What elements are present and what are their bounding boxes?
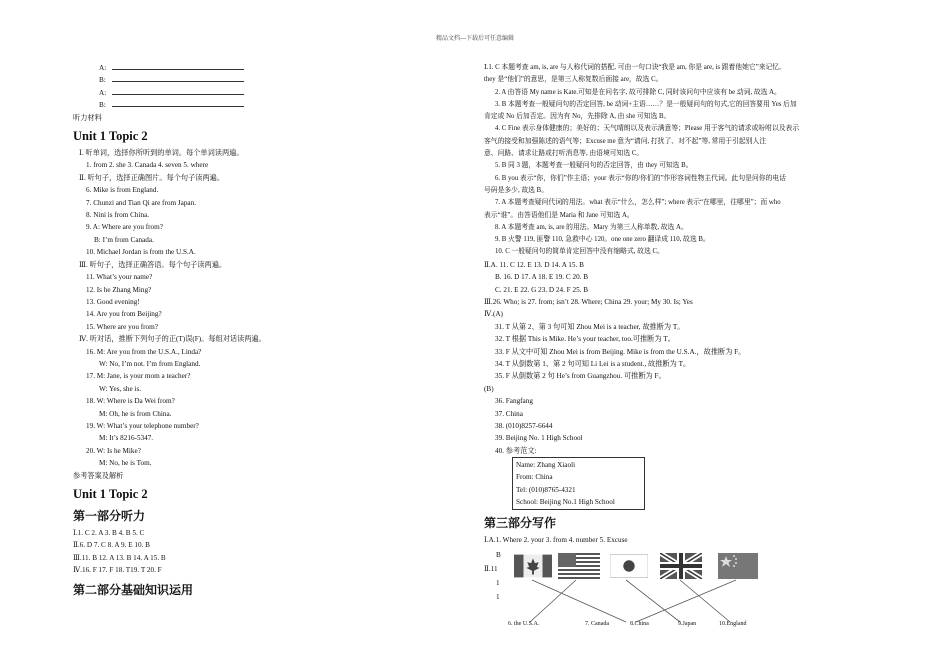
flag-label: 9.Japan [678,621,697,627]
answers-label: 参考答案及解析 [73,471,124,480]
explanation-line: 7. A 本题考查疑问代词的用法。what 表示“什么，怎么样”; where 表示“在哪里，往哪里”；而 who [495,199,781,207]
list-item: 37. China [495,409,523,418]
list-item: 14. Are you from Beijing? [86,310,162,319]
list-item: 33. F 从文中可知 Zhou Mei is from Beijing. Mike is from the U.S.A.，故推断为 F。 [495,347,746,356]
canada-flag-icon [514,554,552,578]
unit-title: Unit 1 Topic 2 [73,487,148,501]
part-title: 第三部分写作 [484,516,557,531]
section-heading: Ⅱ. 听句子，选择正确图片。每个句子读两遍。 [79,173,225,182]
explanation-continuation: 肯定或 No 后加否定。因为有 No，先排除 A, 由 she 可知选 B。 [484,113,671,121]
list-item: B: I’m from Canada. [94,235,154,244]
essay-line: School: Beijing No.1 High School [516,497,615,506]
answer-row: Ⅱ.6. D 7. C 8. A 9. E 10. B [73,541,150,550]
answer-row: Ⅳ.16. F 17. F 18. T19. T 20. F [73,566,162,575]
list-item: 35. F 从倒数第 2 句 He’s from Guangzhou. 可推断为 F。 [495,372,666,381]
uk-flag-icon [660,553,702,579]
partial-text: B [496,551,501,559]
answer-row: Ⅰ.A.1. Where 2. your 3. from 4. number 5. Excuse [484,536,628,545]
right-column [484,62,884,546]
dialog-line: M: No, he is Tom. [99,459,152,468]
dialog-blank-line: A: [73,87,433,99]
essay-line: From: China [516,473,553,482]
matching-line [636,580,736,622]
section-label: (B) [484,384,494,393]
explanation-line: Ⅰ.1. C 本题考查 am, is, are 与人称代词的搭配, 可由一句口诀“我是 am, 你是 are, is 跟着他她它”来记忆, [484,64,781,71]
dialog-line: 18. W: Where is Da Wei from? [86,397,175,406]
list-item: 11. What’s your name? [86,273,153,282]
list-item: 39. Beijing No. 1 High School [495,434,583,443]
dialog-blank-line: B: [73,99,433,111]
listening-material-label: 听力材料 [73,113,102,122]
answer-row: Ⅲ.11. B 12. A 13. B 14. A 15. B [73,553,166,562]
list-item: 6. Mike is from England. [86,186,159,195]
list-item: 36. Fangfang [495,397,533,406]
list-item: 15. Where are you from? [86,322,158,331]
explanation-continuation: 客气的接受和加强陈述的语气等；Excuse me 意为“请问, 打扰了、对不起”等, 常用于引起别人注 [484,137,767,145]
answer-row: Ⅲ.26. Who; is 27. from; isn’t 28. Where; China 29. your; My 30. Is; Yes [484,297,693,306]
section-heading: Ⅲ. 听句子，选择正确答语。每个句子读两遍。 [79,260,227,269]
part-title: 第二部分基础知识运用 [73,582,194,597]
explanation-line: 6. B you 表示“你，你们”作主语；your 表示“你的/你们的”作形容词性物主代词。此句是问你的电话 [495,174,786,182]
explanation-line: 8. A 本题考查 am, is, are 的用法。Mary 为第三人称单数, 故选 A。 [495,223,688,231]
page-header: 精品文档---下载后可任意编辑 [436,36,514,42]
explanation-continuation: they 是“他们”的意思，是第三人称复数后面接 are，故选 C。 [484,76,663,84]
list-item: 12. Is he Zhang Ming? [86,285,152,294]
explanation-line: 3. B 本题考查一般疑问句的否定回答, be 动词+主语……？是一般疑问句的句式,它的回答要用 Yes 后加 [495,100,797,108]
unit-title: Unit 1 Topic 2 [73,129,148,144]
partial-text: 1 [496,579,500,587]
list-item: 34. T 从倒数第 1、第 2 句可知 Li Lei is a student., 故推断为 T。 [495,360,691,368]
matching-line [532,580,626,622]
answer-row: Ⅱ.A. 11. C 12. E 13. D 14. A 15. B [484,260,584,269]
dialog-blank-line: A: [73,62,433,74]
explanation-line: 4. C Fine 表示身体健康的；美好的；天气晴朗以及表示满意等；Please 用于客气的请求或吩咐以及表示 [495,125,800,133]
essay-line: Tel: (010)8765-4321 [516,485,576,494]
dialog-blank-line: B: [73,74,433,86]
dialog-line: M: Oh, he is from China. [99,409,172,418]
essay-label: 40. 参考范文: [495,446,537,455]
china-flag-icon [718,553,758,579]
explanation-continuation: 号码是多少, 故选 B。 [484,186,549,194]
section-heading: Ⅳ. 听对话，推断下列句子的正(T)误(F)。每组对话读两遍。 [79,335,266,344]
dialog-line: 19. W: What’s your telephone number? [86,421,199,430]
explanation-continuation: 意、问路、请求让路或打听消息等, 由语境可知选 C。 [484,150,644,158]
usa-flag-icon [558,553,600,579]
list-item: 7. Chunzi and Tian Qi are from Japan. [86,198,196,207]
list-item: 13. Good evening! [86,297,140,306]
flag-matching-figure [496,548,776,638]
dialog-line: W: No, I’m not. I’m from England. [99,359,201,368]
section-label: Ⅳ.(A) [484,310,503,319]
answer-row: Ⅰ.1. C 2. A 3. B 4. B 5. C [73,529,145,537]
dialog-line: M: It’s 8216-5347. [99,434,154,443]
explanation-line: 5. B 同 3 题，本题考查一般疑问句的否定回答，由 they 可知选 B。 [495,162,693,170]
flag-label: 6. the U.S.A. [508,621,540,627]
partial-text: 1 [496,593,500,601]
essay-line: Name: Zhang Xiaoli [516,461,576,470]
matching-line [680,580,730,622]
dialog-line: 17. M: Jane, is your mom a teacher? [86,372,191,381]
answer-row: C. 21. E 22. G 23. D 24. F 25. B [495,285,589,294]
dialog-line: 16. M: Are you from the U.S.A., Linda? [86,347,202,356]
list-item: 31. T 从第 2、第 3 句可知 Zhou Mei is a teacher, 故推断为 T。 [495,322,685,331]
japan-flag-icon [610,554,648,578]
section-heading: Ⅰ. 听单词，选择你所听到的单词。每个单词读两遍。 [79,149,244,158]
explanation-continuation: 表示“谁”。由答语他们是 Maria 和 Jane 可知选 A。 [484,211,634,219]
word-list: 1. from 2. she 3. Canada 4. seven 5. where [86,161,209,170]
list-item: 32. T 根据 This is Mike. He’s your teacher, too.可推断为 T。 [495,335,675,344]
flag-label: 10.England [719,621,747,627]
answer-row: B. 16. D 17. A 18. E 19. C 20. B [495,273,589,282]
matching-line [626,580,680,622]
matching-line [530,580,576,622]
part-title: 第一部分听力 [73,509,146,523]
list-item: 38. (010)8257-6644 [495,422,553,431]
partial-text: Ⅱ.11 [484,565,498,573]
list-item: 8. Nini is from China. [86,211,150,220]
dialog-line: W: Yes, she is. [99,384,142,393]
essay-box [512,457,645,510]
explanations [484,62,884,259]
flag-label: 7. Canada [585,621,609,627]
explanation-line: 9. B 火警 119, 匪警 110, 急救中心 120。one one zero 翻译成 110, 故选 B。 [495,236,710,244]
explanation-line: 2. A 由答语 My name is Kate.可知是在问名字, 故可排除 C, 同时该问句中应该有 be 动词, 故选 A。 [495,88,781,96]
list-item: 9. A: Where are you from? [86,223,163,232]
explanation-line: 10. C 一般疑问句的简单肯定回答中没有缩略式, 故选 C。 [495,248,664,256]
left-column [73,62,433,601]
dialog-line: 20. W: Is he Mike? [86,446,141,455]
flag-label: 8.China [630,621,649,627]
list-item: 10. Michael Jordan is from the U.S.A. [86,248,196,257]
